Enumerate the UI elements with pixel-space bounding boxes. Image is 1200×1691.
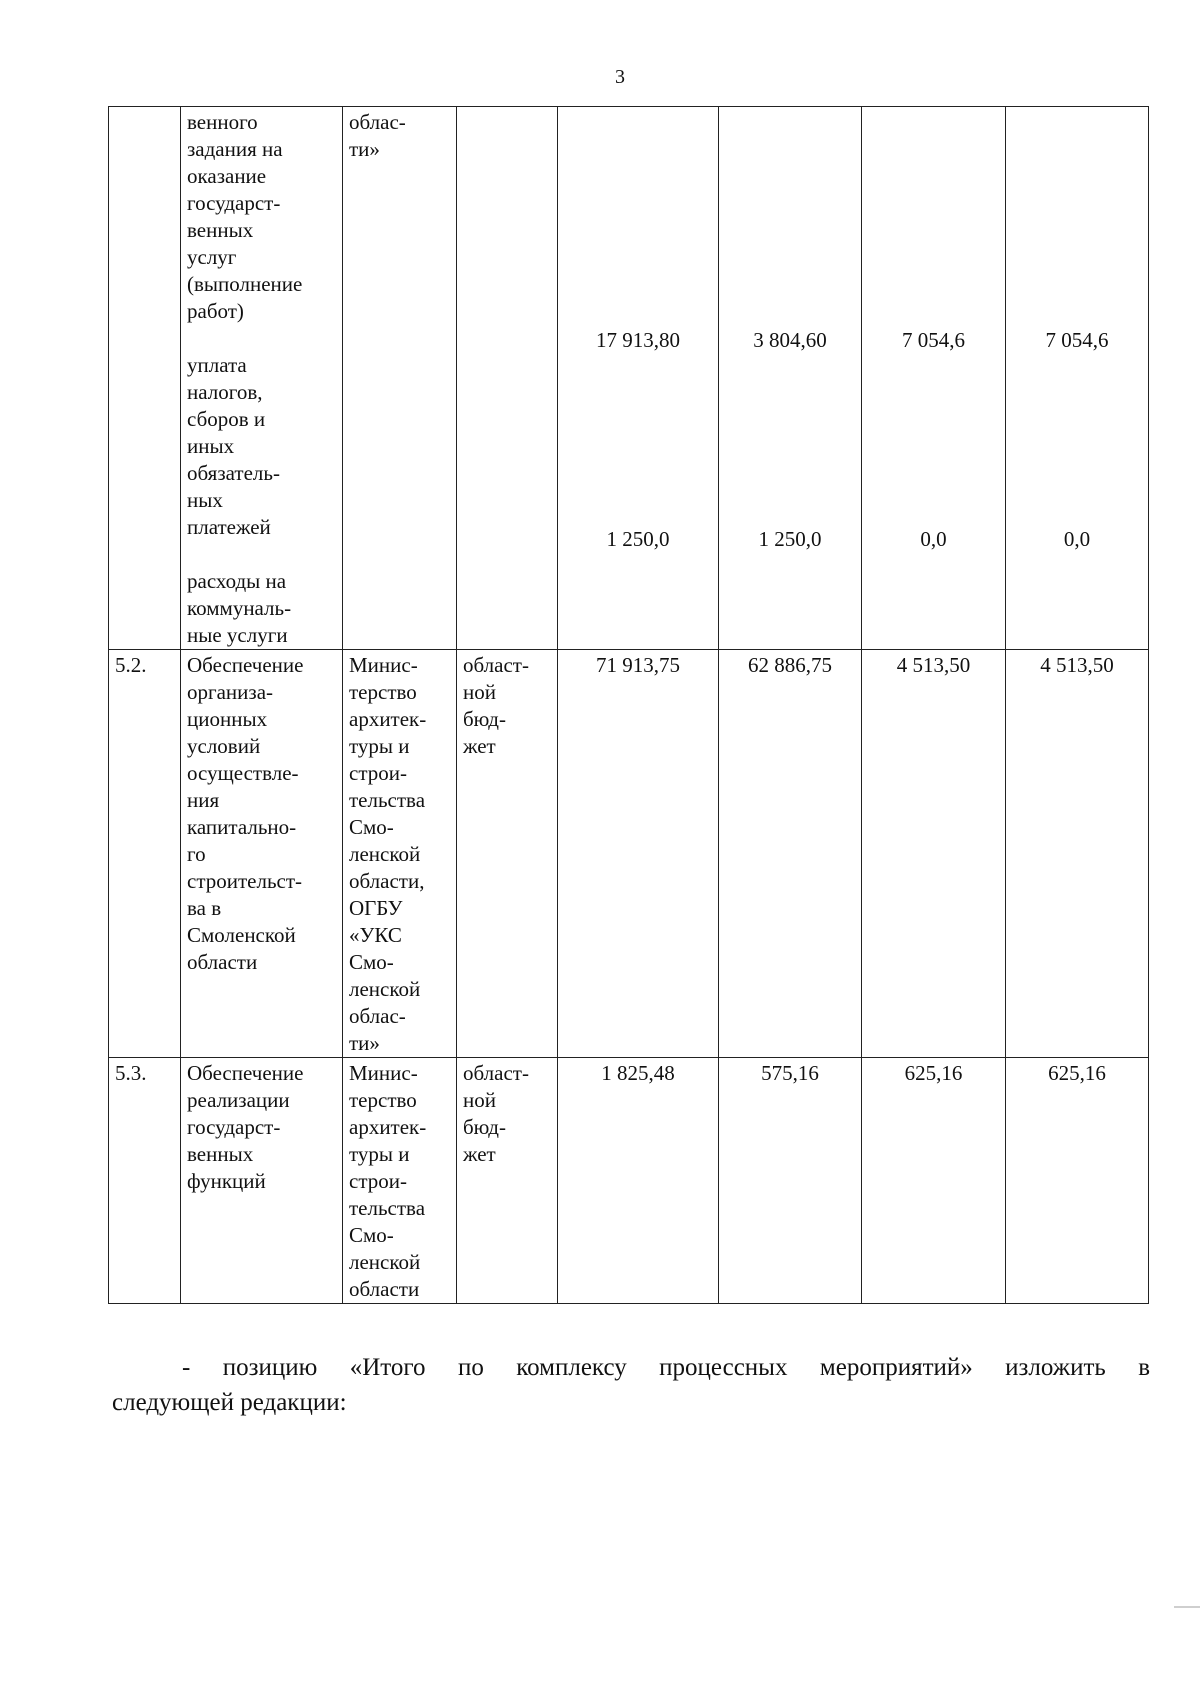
year-2-value: 0,0 bbox=[920, 527, 947, 551]
activity-name-cell bbox=[181, 1058, 343, 1304]
table-row-continuation bbox=[109, 107, 1149, 650]
budget-table bbox=[108, 106, 1149, 1304]
paragraph-line-2: следующей редакции: bbox=[112, 1389, 347, 1416]
year-1-value: 3 804,60 bbox=[753, 328, 827, 352]
funding-source-cell bbox=[457, 1058, 558, 1304]
funding-source-cell bbox=[457, 107, 558, 650]
year-3-value: 4 513,50 bbox=[1006, 650, 1149, 1058]
scan-edge-mark bbox=[1174, 1606, 1200, 1608]
activity-name: Обеспечение реализации государст- венных функций bbox=[187, 1061, 304, 1193]
total-value: 17 913,80 bbox=[596, 328, 680, 352]
year-3-value: 0,0 bbox=[1063, 527, 1091, 551]
executor-name: облас- ти» bbox=[349, 110, 406, 161]
activity-name-cell bbox=[181, 650, 343, 1058]
subitem-utilities-name: расходы на коммуналь- ные услуги bbox=[187, 569, 292, 647]
activity-name-cell bbox=[181, 107, 343, 650]
year-3-value: 625,16 bbox=[1006, 1058, 1149, 1304]
page-number: 3 bbox=[615, 66, 625, 88]
row-number: 5.3. bbox=[109, 1058, 181, 1304]
row-number: 5.2. bbox=[109, 650, 181, 1058]
executor-cell bbox=[343, 1058, 457, 1304]
table-row-5-3 bbox=[109, 1058, 1149, 1304]
executor-cell bbox=[343, 107, 457, 650]
activity-name: венного задания на оказание государст- венных услуг (выполнение работ) bbox=[187, 110, 303, 323]
total-value: 1 250,0 bbox=[606, 527, 670, 551]
year-1-cell bbox=[719, 107, 862, 650]
executor-name: Минис- терство архитек- туры и строи- тельства Смо- ленской области, ОГБУ «УКС Смо- ленской облас- ти» bbox=[349, 653, 427, 1055]
year-3-cell bbox=[1006, 107, 1149, 650]
funding-source-cell bbox=[457, 650, 558, 1058]
year-2-cell bbox=[862, 107, 1006, 650]
funding-source: област- ной бюд- жет bbox=[463, 653, 529, 758]
body-paragraph bbox=[112, 1350, 1150, 1420]
year-2-value: 4 513,50 bbox=[862, 650, 1006, 1058]
paragraph-line-1: - позицию «Итого по комплексу процессных мероприятий» изложить в bbox=[182, 1354, 1150, 1381]
subitem-taxes-name: уплата налогов, сборов и иных обязатель- ных платежей bbox=[187, 353, 280, 539]
year-2-value: 625,16 bbox=[862, 1058, 1006, 1304]
total-value: 1 825,48 bbox=[558, 1058, 719, 1304]
year-3-value: 7 054,6 bbox=[1045, 328, 1109, 352]
row-number-cell bbox=[109, 107, 181, 650]
executor-name: Минис- терство архитек- туры и строи- тельства Смо- ленской области bbox=[349, 1061, 427, 1301]
year-1-value: 62 886,75 bbox=[719, 650, 862, 1058]
year-2-value: 7 054,6 bbox=[902, 328, 965, 352]
funding-source: област- ной бюд- жет bbox=[463, 1061, 529, 1166]
total-value: 71 913,75 bbox=[558, 650, 719, 1058]
total-cell bbox=[558, 107, 719, 650]
table-row-5-2 bbox=[109, 650, 1149, 1058]
year-1-value: 575,16 bbox=[719, 1058, 862, 1304]
executor-cell bbox=[343, 650, 457, 1058]
activity-name: Обеспечение организа- ционных условий осуществле- ния капитально- го строительст- ва в Смоленской области bbox=[187, 653, 304, 974]
year-1-value: 1 250,0 bbox=[758, 527, 822, 551]
